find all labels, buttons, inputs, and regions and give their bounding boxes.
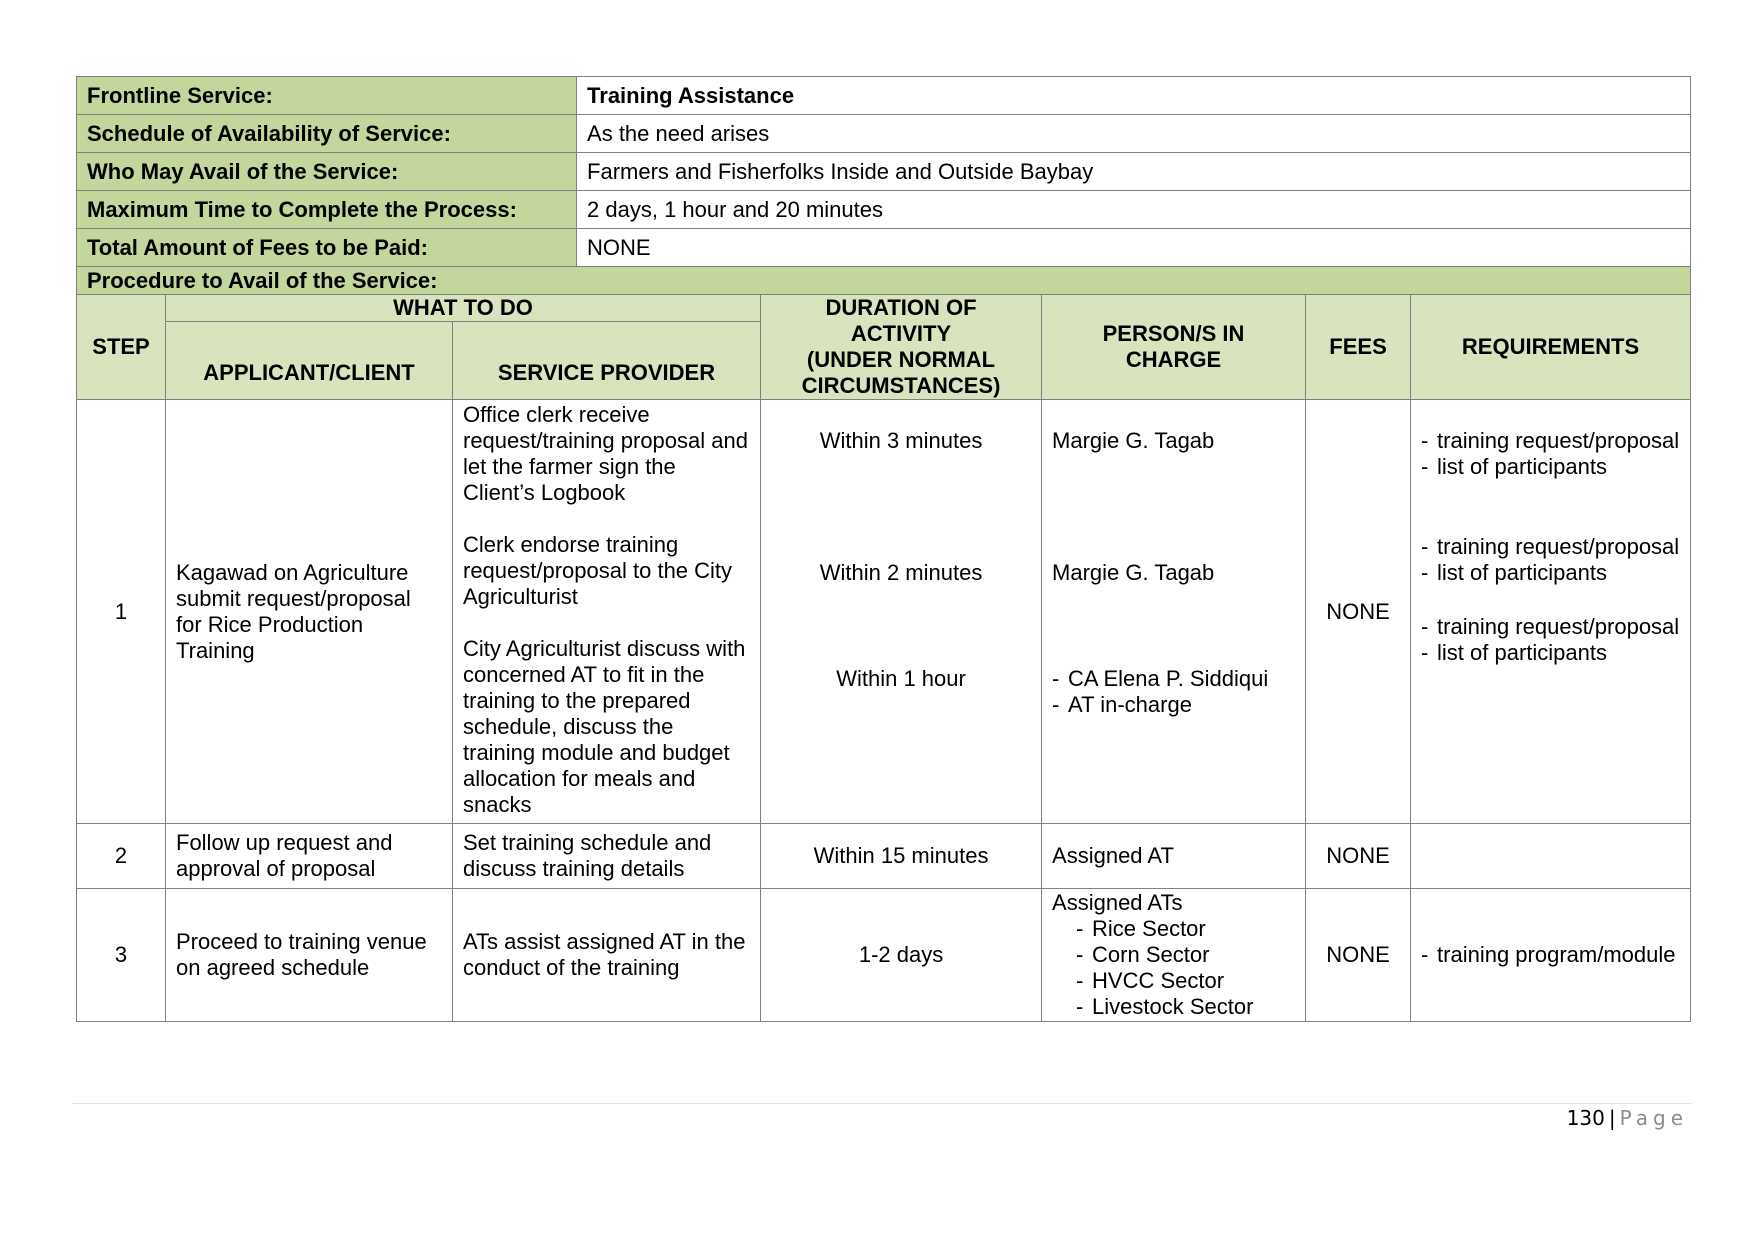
step-number: 3 (77, 889, 166, 1022)
person-list-item: - Corn Sector (1052, 942, 1295, 968)
step-provider (453, 400, 761, 824)
person-name: Margie G. Tagab (1052, 560, 1215, 585)
frontline-value: Training Assistance (577, 77, 1691, 115)
schedule-label: Schedule of Availability of Service: (77, 115, 577, 153)
header-person (1042, 295, 1306, 400)
step-person (1042, 889, 1306, 1022)
requirement-item: - training program/module (1421, 942, 1680, 968)
header-duration-line: CIRCUMSTANCES) (801, 373, 1001, 398)
step-row-3 (77, 889, 1691, 1022)
frontline-label: Frontline Service: (77, 77, 577, 115)
procedure-row (77, 267, 1691, 295)
person-list (1052, 916, 1295, 1020)
footer-separator: | (1608, 1106, 1616, 1130)
requirement-item: - training request/proposal (1421, 534, 1680, 560)
requirement-item: - list of participants (1421, 560, 1680, 586)
page-word: Page (1619, 1106, 1688, 1130)
header-duration-line: DURATION OF (825, 295, 977, 320)
step-fees: NONE (1306, 824, 1411, 889)
procedure-label: Procedure to Avail of the Service: (77, 267, 1691, 295)
provider-action: City Agriculturist discuss with concerned AT to fit in the training to the prepared schedule, discuss the training module and budget allocation for meals and snacks (463, 636, 746, 817)
step-requirements (1411, 824, 1691, 889)
step-fees: NONE (1306, 889, 1411, 1022)
step-row-1 (77, 400, 1691, 824)
schedule-value: As the need arises (577, 115, 1691, 153)
fees-value: NONE (577, 229, 1691, 267)
person-list-item: - CA Elena P. Siddiqui (1052, 666, 1295, 692)
info-row-schedule (77, 115, 1691, 153)
step-provider: ATs assist assigned AT in the conduct of the training (453, 889, 761, 1022)
requirement-item: - list of participants (1421, 454, 1680, 480)
step-requirements (1411, 400, 1691, 824)
person-name: Margie G. Tagab (1052, 428, 1215, 453)
person-list-item: - AT in-charge (1052, 692, 1295, 718)
header-person-line: CHARGE (1125, 347, 1222, 372)
step-applicant: Proceed to training venue on agreed schedule (166, 889, 453, 1022)
requirements-list (1421, 534, 1680, 586)
step-provider: Set training schedule and discuss training details (453, 824, 761, 889)
person-list-item: - HVCC Sector (1052, 968, 1295, 994)
header-requirements: REQUIREMENTS (1411, 295, 1691, 400)
header-provider: SERVICE PROVIDER (453, 322, 761, 400)
max-time-value: 2 days, 1 hour and 20 minutes (577, 191, 1691, 229)
who-label: Who May Avail of the Service: (77, 153, 577, 191)
header-step: STEP (77, 295, 166, 400)
duration-value: Within 2 minutes (819, 560, 983, 585)
header-what-to-do: WHAT TO DO (166, 295, 761, 322)
citizens-charter-table (76, 76, 1691, 1022)
duration-value: Within 1 hour (836, 666, 966, 691)
person-title: Assigned ATs (1052, 890, 1183, 915)
step-duration (761, 400, 1042, 824)
step-number: 2 (77, 824, 166, 889)
duration-value: Within 3 minutes (819, 428, 983, 453)
step-number: 1 (77, 400, 166, 824)
info-row-frontline (77, 77, 1691, 115)
requirement-item: - list of participants (1421, 640, 1680, 666)
header-duration-line: (UNDER NORMAL (806, 347, 996, 372)
step-applicant: Kagawad on Agriculture submit request/proposal for Rice Production Training (166, 400, 453, 824)
footer-divider (72, 1103, 1692, 1104)
page-number: 130 (1566, 1106, 1605, 1130)
step-person: Assigned AT (1042, 824, 1306, 889)
step-requirements (1411, 889, 1691, 1022)
max-time-label: Maximum Time to Complete the Process: (77, 191, 577, 229)
fees-label: Total Amount of Fees to be Paid: (77, 229, 577, 267)
person-list (1052, 666, 1295, 718)
header-row-1 (77, 295, 1691, 322)
step-duration: 1-2 days (761, 889, 1042, 1022)
step-row-2 (77, 824, 1691, 889)
who-value: Farmers and Fisherfolks Inside and Outside Baybay (577, 153, 1691, 191)
page-footer (1567, 1106, 1688, 1130)
header-person-line: PERSON/S IN (1102, 321, 1245, 346)
step-fees: NONE (1306, 400, 1411, 824)
info-row-max-time (77, 191, 1691, 229)
header-applicant: APPLICANT/CLIENT (166, 322, 453, 400)
step-duration: Within 15 minutes (761, 824, 1042, 889)
person-list-item: - Rice Sector (1052, 916, 1295, 942)
info-row-who (77, 153, 1691, 191)
step-person (1042, 400, 1306, 824)
provider-action: Office clerk receive request/training proposal and let the farmer sign the Client’s Logbook (463, 402, 748, 505)
header-fees: FEES (1306, 295, 1411, 400)
step-applicant: Follow up request and approval of proposal (166, 824, 453, 889)
requirements-list (1421, 428, 1680, 480)
person-list-item: - Livestock Sector (1052, 994, 1295, 1020)
requirements-list (1421, 614, 1680, 666)
requirement-item: - training request/proposal (1421, 428, 1680, 454)
requirements-list (1421, 942, 1680, 968)
header-duration-line: ACTIVITY (850, 321, 952, 346)
requirement-item: - training request/proposal (1421, 614, 1680, 640)
info-row-fees (77, 229, 1691, 267)
provider-action: Clerk endorse training request/proposal to the City Agriculturist (463, 532, 733, 609)
header-duration (761, 295, 1042, 400)
